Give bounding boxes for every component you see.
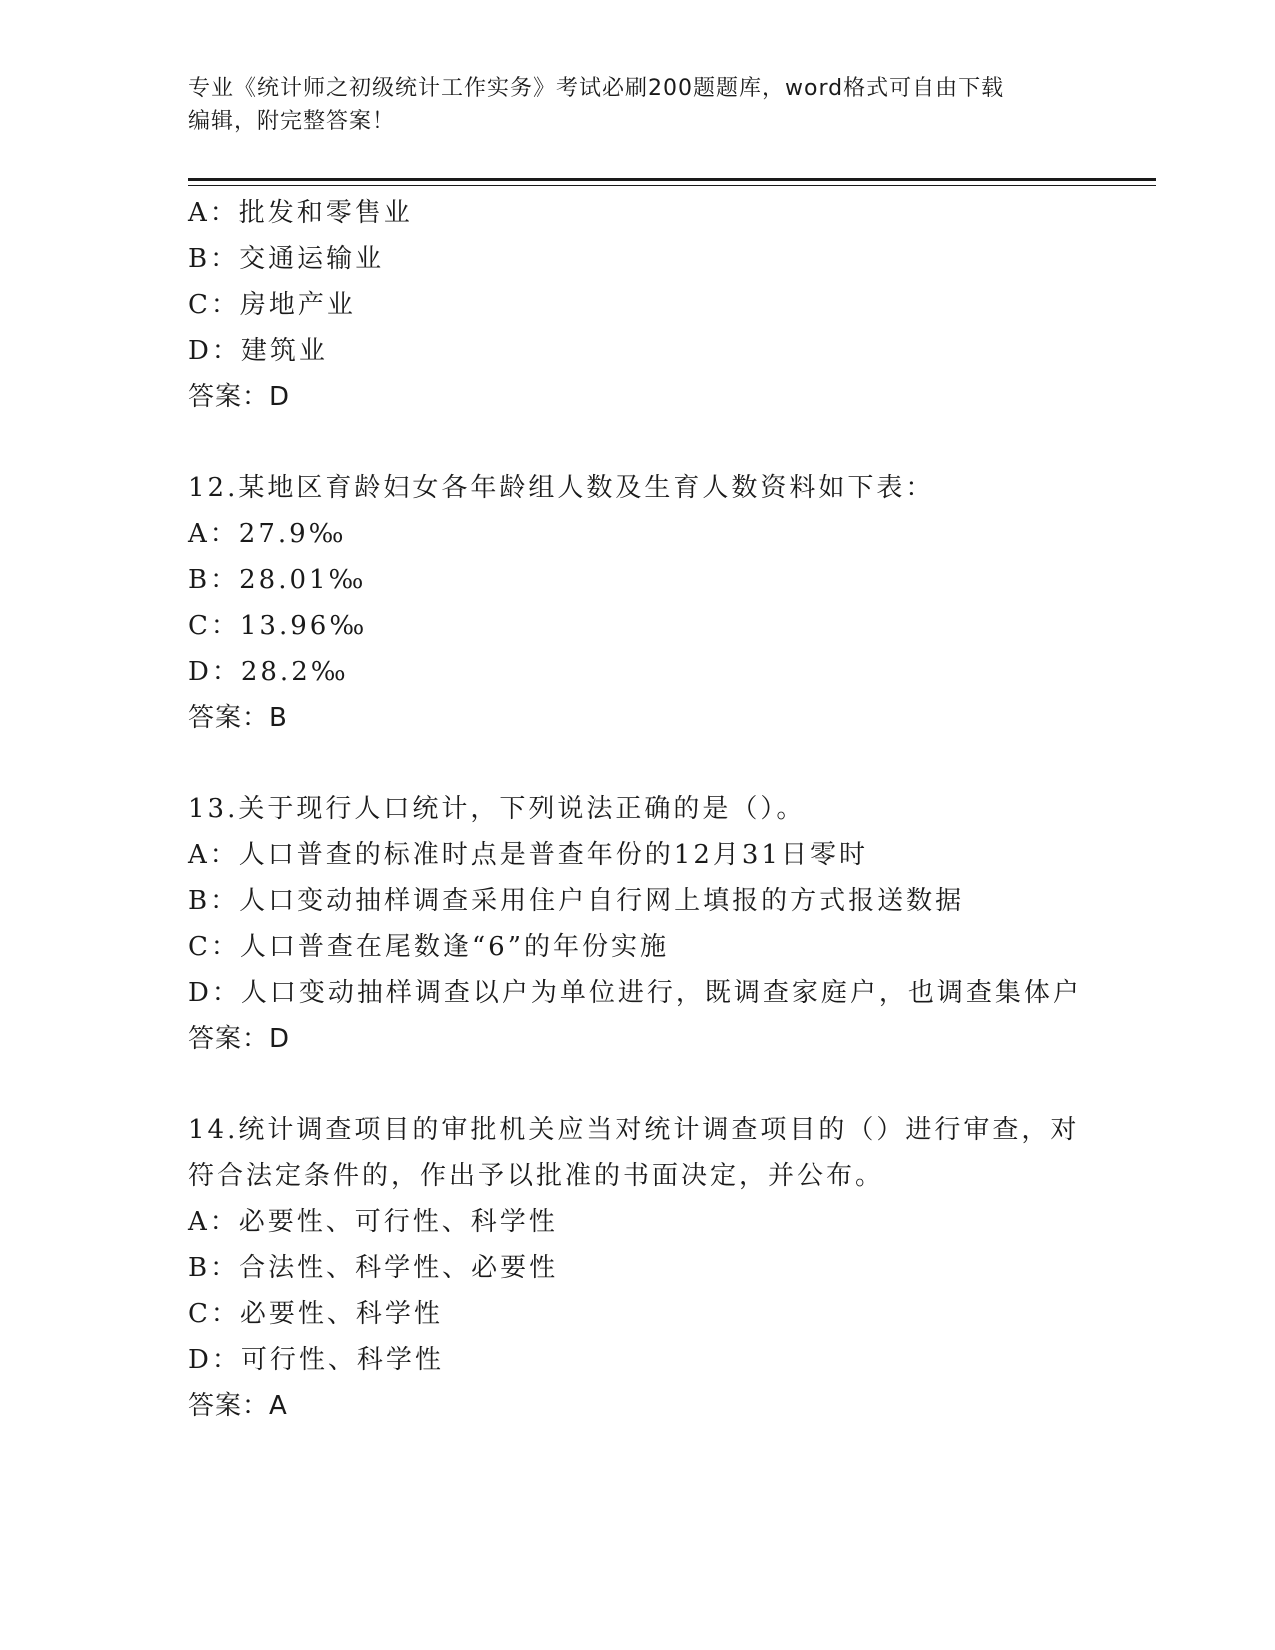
option-b: B：28.01‰	[188, 565, 367, 595]
header-title-line-2: 编辑，附完整答案！	[188, 109, 396, 134]
option-a: A：27.9‰	[188, 519, 347, 549]
question-stem: 13.关于现行人口统计，下列说法正确的是（）。	[188, 794, 806, 824]
option-c: C：房地产业	[188, 290, 356, 320]
question-14	[188, 1107, 1088, 1429]
option-c: C：13.96‰	[188, 611, 368, 641]
option-b: B：人口变动抽样调查采用住户自行网上填报的方式报送数据	[188, 886, 965, 916]
option-b: B：交通运输业	[188, 244, 385, 274]
option-d: D：可行性、科学性	[188, 1345, 444, 1375]
option-a: A：批发和零售业	[188, 198, 413, 228]
option-c: C：必要性、科学性	[188, 1299, 443, 1329]
answer-label: 答案：B	[188, 703, 288, 733]
header-divider-thin	[188, 185, 1156, 186]
answer-label: 答案：D	[188, 1024, 291, 1054]
answer-label: 答案：A	[188, 1391, 288, 1421]
option-d: D：建筑业	[188, 336, 328, 366]
option-a: A：必要性、可行性、科学性	[188, 1207, 558, 1237]
question-stem-line-1: 14.统计调查项目的审批机关应当对统计调查项目的（）进行审查，对	[188, 1115, 1080, 1145]
option-d: D：人口变动抽样调查以户为单位进行，既调查家庭户，也调查集体户	[188, 978, 1082, 1008]
question-12	[188, 465, 1088, 741]
question-13	[188, 786, 1088, 1062]
answer-label: 答案：D	[188, 382, 291, 412]
question-stem: 12.某地区育龄妇女各年龄组人数及生育人数资料如下表：	[188, 473, 935, 503]
question-list	[188, 190, 1088, 1429]
header-divider-thick	[188, 178, 1156, 181]
option-d: D：28.2‰	[188, 657, 349, 687]
document-header	[188, 72, 1088, 138]
option-b: B：合法性、科学性、必要性	[188, 1253, 559, 1283]
header-title-line-1: 专业《统计师之初级统计工作实务》考试必刷200题题库，word格式可自由下载	[188, 76, 1005, 101]
question-stem-line-2: 符合法定条件的，作出予以批准的书面决定，并公布。	[188, 1161, 885, 1191]
question-11	[188, 190, 1088, 420]
option-c: C：人口普查在尾数逢“6”的年份实施	[188, 932, 670, 962]
option-a: A：人口普查的标准时点是普查年份的12月31日零时	[188, 840, 868, 870]
